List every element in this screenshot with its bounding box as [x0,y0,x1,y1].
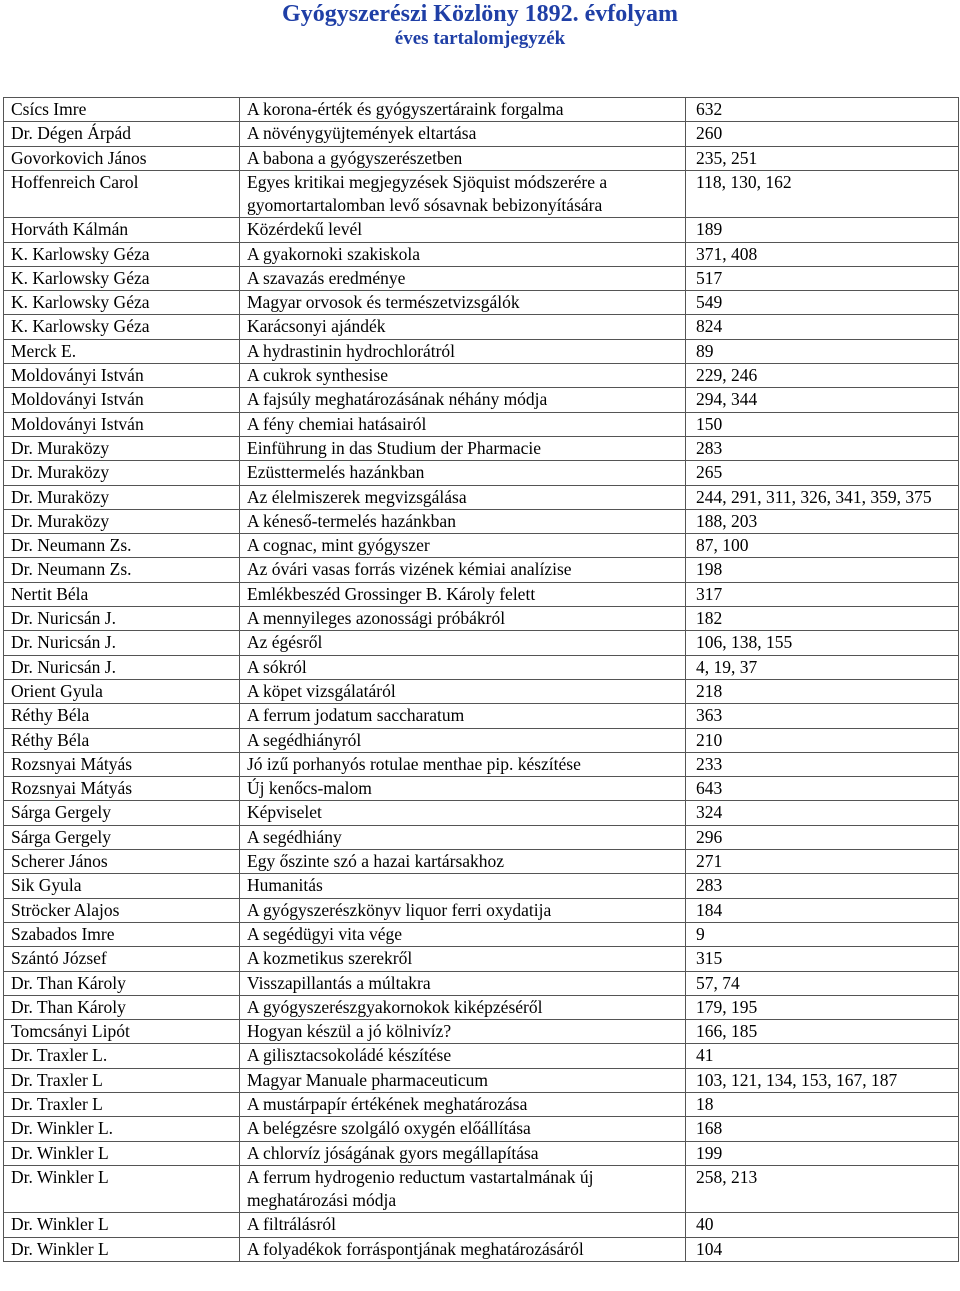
table-row [4,825,959,849]
table-row [4,874,959,898]
author-cell: Szabados Imre [4,922,240,946]
page-numbers-cell: 824 [686,315,959,339]
page-numbers-cell: 89 [686,339,959,363]
page-numbers-cell: 182 [686,607,959,631]
author-cell: Dr. Traxler L [4,1092,240,1116]
article-title-cell: A gilisztacsokoládé készítése [240,1044,686,1068]
table-of-contents [3,97,959,1262]
article-title-cell: A ferrum hydrogenio reductum vastartalmának új meghatározási módja [240,1165,686,1212]
page-numbers-cell: 549 [686,291,959,315]
page-numbers-cell: 296 [686,825,959,849]
article-title-cell: A szavazás eredménye [240,266,686,290]
author-cell: K. Karlowsky Géza [4,291,240,315]
table-row [4,436,959,460]
article-title-cell: Humanitás [240,874,686,898]
article-title-cell: A korona-érték és gyógyszertáraink forgalma [240,98,686,122]
article-title-cell: A sókról [240,655,686,679]
author-cell: Dr. Nuricsán J. [4,607,240,631]
table-row [4,266,959,290]
table-row [4,607,959,631]
author-cell: Govorkovich János [4,146,240,170]
page-numbers-cell: 103, 121, 134, 153, 167, 187 [686,1068,959,1092]
page-numbers-cell: 235, 251 [686,146,959,170]
page-numbers-cell: 166, 185 [686,1020,959,1044]
article-title-cell: Az óvári vasas forrás vizének kémiai analízise [240,558,686,582]
table-row [4,412,959,436]
author-cell: Dr. Winkler L [4,1165,240,1212]
table-row [4,534,959,558]
table-row [4,339,959,363]
table-row [4,315,959,339]
table-row [4,1213,959,1237]
table-row [4,582,959,606]
author-cell: Dr. Muraközy [4,461,240,485]
page-numbers-cell: 317 [686,582,959,606]
page-title: Gyógyszerészi Közlöny 1892. évfolyam [282,1,678,27]
table-row [4,1141,959,1165]
table-row [4,509,959,533]
author-cell: Dr. Nuricsán J. [4,655,240,679]
article-title-cell: A folyadékok forráspontjának meghatározásáról [240,1237,686,1261]
table-row [4,1092,959,1116]
table-row [4,947,959,971]
author-cell: Orient Gyula [4,679,240,703]
author-cell: Szántó József [4,947,240,971]
page-numbers-cell: 265 [686,461,959,485]
author-cell: Dr. Muraközy [4,485,240,509]
table-row [4,850,959,874]
author-cell: Dr. Winkler L [4,1213,240,1237]
author-cell: Dr. Muraközy [4,509,240,533]
page-numbers-cell: 184 [686,898,959,922]
page-numbers-cell: 168 [686,1117,959,1141]
article-title-cell: A fajsúly meghatározásának néhány módja [240,388,686,412]
page-numbers-cell: 244, 291, 311, 326, 341, 359, 375 [686,485,959,509]
author-cell: Csícs Imre [4,98,240,122]
page-numbers-cell: 315 [686,947,959,971]
author-cell: Dr. Traxler L [4,1068,240,1092]
table-row [4,679,959,703]
article-title-cell: Új kenőcs-malom [240,777,686,801]
page-numbers-cell: 104 [686,1237,959,1261]
table-row [4,655,959,679]
author-cell: K. Karlowsky Géza [4,242,240,266]
author-cell: K. Karlowsky Géza [4,266,240,290]
page-numbers-cell: 260 [686,122,959,146]
table-row [4,971,959,995]
article-title-cell: A gyógyszerészgyakornokok kiképzéséről [240,995,686,1019]
table-row [4,558,959,582]
article-title-cell: A gyakornoki szakiskola [240,242,686,266]
table-row [4,1044,959,1068]
author-cell: Dr. Muraközy [4,436,240,460]
article-title-cell: Hogyan készül a jó kölnivíz? [240,1020,686,1044]
table-row [4,364,959,388]
page-numbers-cell: 189 [686,218,959,242]
article-title-cell: A köpet vizsgálatáról [240,679,686,703]
page-numbers-cell: 198 [686,558,959,582]
page-numbers-cell: 40 [686,1213,959,1237]
page-numbers-cell: 118, 130, 162 [686,170,959,217]
page-numbers-cell: 632 [686,98,959,122]
table-row [4,728,959,752]
page-numbers-cell: 150 [686,412,959,436]
author-cell: Sik Gyula [4,874,240,898]
page-numbers-cell: 371, 408 [686,242,959,266]
author-cell: Sárga Gergely [4,801,240,825]
table-row [4,995,959,1019]
table-row [4,122,959,146]
table-row [4,461,959,485]
article-title-cell: Einführung in das Studium der Pharmacie [240,436,686,460]
author-cell: Horváth Kálmán [4,218,240,242]
article-title-cell: Magyar orvosok és természetvizsgálók [240,291,686,315]
article-title-cell: A kéneső-termelés hazánkban [240,509,686,533]
author-cell: Dr. Winkler L [4,1237,240,1261]
page-numbers-cell: 57, 74 [686,971,959,995]
page-numbers-cell: 517 [686,266,959,290]
page-numbers-cell: 18 [686,1092,959,1116]
table-row [4,1165,959,1212]
author-cell: Rozsnyai Mátyás [4,752,240,776]
article-title-cell: A növénygyüjtemények eltartása [240,122,686,146]
page-numbers-cell: 9 [686,922,959,946]
page-numbers-cell: 188, 203 [686,509,959,533]
article-title-cell: A filtrálásról [240,1213,686,1237]
author-cell: Moldoványi István [4,412,240,436]
table-body [4,98,959,1262]
article-title-cell: Ezüsttermelés hazánkban [240,461,686,485]
page-numbers-cell: 41 [686,1044,959,1068]
author-cell: Rozsnyai Mátyás [4,777,240,801]
article-title-cell: Egyes kritikai megjegyzések Sjöquist módszerére a gyomortartalomban levő sósavnak bebizonyítására [240,170,686,217]
article-title-cell: Visszapillantás a múltakra [240,971,686,995]
page-numbers-cell: 218 [686,679,959,703]
author-cell: Dr. Neumann Zs. [4,534,240,558]
page-numbers-cell: 283 [686,874,959,898]
page-numbers-cell: 4, 19, 37 [686,655,959,679]
author-cell: Dr. Winkler L [4,1141,240,1165]
author-cell: Sárga Gergely [4,825,240,849]
article-title-cell: A chlorvíz jóságának gyors megállapítása [240,1141,686,1165]
page-numbers-cell: 106, 138, 155 [686,631,959,655]
author-cell: Dr. Traxler L. [4,1044,240,1068]
article-title-cell: A kozmetikus szerekről [240,947,686,971]
article-title-cell: A ferrum jodatum saccharatum [240,704,686,728]
table-row [4,1068,959,1092]
table-row [4,146,959,170]
author-cell: Dr. Nuricsán J. [4,631,240,655]
author-cell: Ströcker Alajos [4,898,240,922]
article-title-cell: Az égésről [240,631,686,655]
page-numbers-cell: 258, 213 [686,1165,959,1212]
article-title-cell: A babona a gyógyszerészetben [240,146,686,170]
page-subtitle: éves tartalomjegyzék [394,28,566,49]
article-title-cell: Az élelmiszerek megvizsgálása [240,485,686,509]
page-numbers-cell: 210 [686,728,959,752]
author-cell: Dr. Than Károly [4,971,240,995]
article-title-cell: A hydrastinin hydrochlorátról [240,339,686,363]
article-title-cell: Képviselet [240,801,686,825]
page-numbers-cell: 179, 195 [686,995,959,1019]
author-cell: Moldoványi István [4,388,240,412]
table-row [4,242,959,266]
author-cell: Nertit Béla [4,582,240,606]
author-cell: Merck E. [4,339,240,363]
article-title-cell: A belégzésre szolgáló oxygén előállítása [240,1117,686,1141]
page-numbers-cell: 87, 100 [686,534,959,558]
table-row [4,1020,959,1044]
table-row [4,631,959,655]
page-numbers-cell: 199 [686,1141,959,1165]
table-row [4,218,959,242]
table-row [4,801,959,825]
table-row [4,922,959,946]
article-title-cell: Karácsonyi ajándék [240,315,686,339]
page-numbers-cell: 229, 246 [686,364,959,388]
article-title-cell: A segédügyi vita vége [240,922,686,946]
page-numbers-cell: 233 [686,752,959,776]
table-row [4,777,959,801]
author-cell: Scherer János [4,850,240,874]
article-title-cell: A segédhiányról [240,728,686,752]
table-row [4,170,959,217]
author-cell: Tomcsányi Lipót [4,1020,240,1044]
author-cell: Moldoványi István [4,364,240,388]
author-cell: Dr. Dégen Árpád [4,122,240,146]
page-numbers-cell: 283 [686,436,959,460]
article-title-cell: Emlékbeszéd Grossinger B. Károly felett [240,582,686,606]
article-title-cell: A cukrok synthesise [240,364,686,388]
author-cell: K. Karlowsky Géza [4,315,240,339]
table-row [4,704,959,728]
article-title-cell: A mustárpapír értékének meghatározása [240,1092,686,1116]
author-cell: Dr. Than Károly [4,995,240,1019]
table-row [4,1237,959,1261]
page-numbers-cell: 643 [686,777,959,801]
author-cell: Hoffenreich Carol [4,170,240,217]
table-row [4,898,959,922]
document-header [0,0,960,50]
article-title-cell: A mennyileges azonossági próbákról [240,607,686,631]
article-title-cell: A segédhiány [240,825,686,849]
article-title-cell: A cognac, mint gyógyszer [240,534,686,558]
article-title-cell: Jó izű porhanyós rotulae menthae pip. készítése [240,752,686,776]
page-numbers-cell: 363 [686,704,959,728]
page-numbers-cell: 294, 344 [686,388,959,412]
table-row [4,485,959,509]
table-row [4,1117,959,1141]
author-cell: Dr. Neumann Zs. [4,558,240,582]
table-row [4,291,959,315]
article-title-cell: Közérdekű levél [240,218,686,242]
page-numbers-cell: 324 [686,801,959,825]
article-title-cell: A gyógyszerészkönyv liquor ferri oxydatija [240,898,686,922]
page-numbers-cell: 271 [686,850,959,874]
table-row [4,752,959,776]
table-row [4,98,959,122]
article-title-cell: Magyar Manuale pharmaceuticum [240,1068,686,1092]
author-cell: Réthy Béla [4,704,240,728]
author-cell: Dr. Winkler L. [4,1117,240,1141]
author-cell: Réthy Béla [4,728,240,752]
table-row [4,388,959,412]
article-title-cell: Egy őszinte szó a hazai kartársakhoz [240,850,686,874]
article-title-cell: A fény chemiai hatásairól [240,412,686,436]
